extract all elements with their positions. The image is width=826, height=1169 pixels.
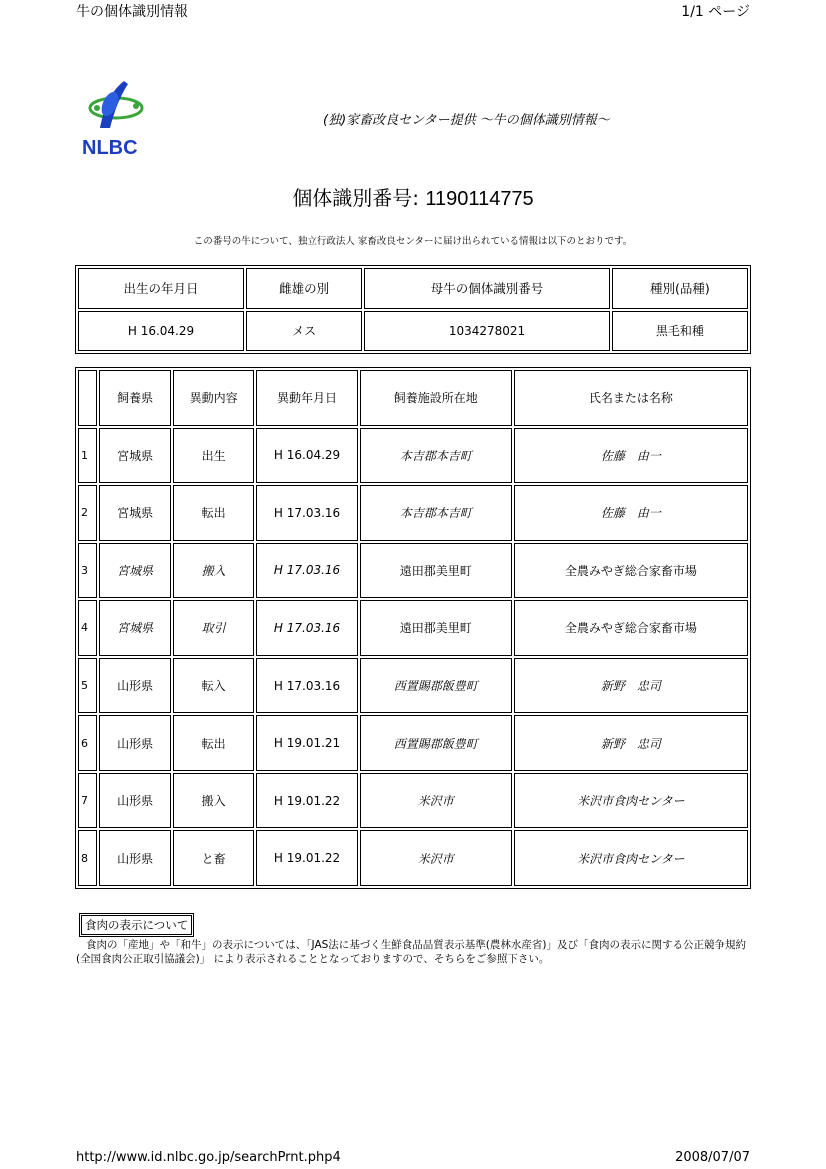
row-event: と畜	[173, 830, 254, 886]
row-prefecture: 宮城県	[99, 485, 171, 541]
row-prefecture: 宮城県	[99, 428, 171, 484]
row-event: 転入	[173, 658, 254, 714]
table-row	[78, 543, 748, 599]
table-row	[78, 428, 748, 484]
history-header-row	[78, 370, 748, 426]
row-owner: 米沢市食肉センター	[514, 773, 748, 829]
row-event: 搬入	[173, 543, 254, 599]
mother-id: 1034278021	[364, 311, 610, 352]
sex: メス	[246, 311, 362, 352]
header-index	[78, 370, 97, 426]
table-row	[78, 600, 748, 656]
row-prefecture: 山形県	[99, 658, 171, 714]
page-header	[0, 0, 826, 22]
row-index: 7	[78, 773, 97, 829]
table-row	[78, 830, 748, 886]
row-owner: 新野 忠司	[514, 658, 748, 714]
header-breed: 種別(品種)	[612, 268, 748, 309]
row-owner: 佐藤 由一	[514, 485, 748, 541]
row-owner: 佐藤 由一	[514, 428, 748, 484]
row-prefecture: 山形県	[99, 773, 171, 829]
id-heading	[0, 182, 826, 211]
row-location: 西置賜郡飯豊町	[360, 715, 512, 771]
row-event: 出生	[173, 428, 254, 484]
row-location: 遠田郡美里町	[360, 543, 512, 599]
page-number: 1/1 ページ	[681, 4, 750, 20]
row-date: H 16.04.29	[256, 428, 358, 484]
row-location: 遠田郡美里町	[360, 600, 512, 656]
table-row	[78, 485, 748, 541]
subtitle: (独)家畜改良センター提供 ～牛の個体識別情報～	[323, 113, 610, 128]
row-index: 5	[78, 658, 97, 714]
row-owner: 新野 忠司	[514, 715, 748, 771]
row-location: 米沢市	[360, 830, 512, 886]
table-row	[78, 773, 748, 829]
row-event: 転出	[173, 715, 254, 771]
footer-date: 2008/07/07	[675, 1150, 750, 1165]
row-date: H 17.03.16	[256, 485, 358, 541]
row-event: 搬入	[173, 773, 254, 829]
header-prefecture: 飼養県	[99, 370, 171, 426]
row-prefecture: 宮城県	[99, 543, 171, 599]
header-event: 異動内容	[173, 370, 254, 426]
row-owner: 米沢市食肉センター	[514, 830, 748, 886]
header-mother-id: 母牛の個体識別番号	[364, 268, 610, 309]
footer-url: http://www.id.nlbc.go.jp/searchPrnt.php4	[76, 1150, 341, 1165]
page-header-title: 牛の個体識別情報	[76, 4, 188, 20]
row-index: 6	[78, 715, 97, 771]
row-event: 転出	[173, 485, 254, 541]
row-index: 3	[78, 543, 97, 599]
row-date: H 17.03.16	[256, 543, 358, 599]
row-event: 取引	[173, 600, 254, 656]
logo-text: NLBC	[82, 137, 138, 158]
header-location: 飼養施設所在地	[360, 370, 512, 426]
birth-date: H 16.04.29	[78, 311, 244, 352]
row-location: 本吉郡本吉町	[360, 485, 512, 541]
row-date: H 19.01.22	[256, 773, 358, 829]
meat-label-title-text: 食肉の表示について	[81, 915, 192, 935]
row-index: 2	[78, 485, 97, 541]
table-row	[78, 658, 748, 714]
row-date: H 19.01.21	[256, 715, 358, 771]
row-prefecture: 山形県	[99, 830, 171, 886]
row-date: H 17.03.16	[256, 658, 358, 714]
header-sex: 雌雄の別	[246, 268, 362, 309]
meat-label-text: 食肉の「産地」や「和牛」の表示については、「JAS法に基づく生鮮食品品質表示基準(農林水産省)」及び「食肉の表示に関する公正競争規約(全国食肉公正取引協議会)」 により表示されることとなっておりますので、そちらをご参照下さい。	[76, 939, 746, 965]
id-label: 個体識別番号:	[292, 186, 420, 210]
row-location: 本吉郡本吉町	[360, 428, 512, 484]
row-date: H 17.03.16	[256, 600, 358, 656]
row-prefecture: 山形県	[99, 715, 171, 771]
intro-note: この番号の牛について、独立行政法人 家畜改良センターに届け出られている情報は以下のとおりです。	[193, 236, 633, 247]
header-owner: 氏名または名称	[514, 370, 748, 426]
row-prefecture: 宮城県	[99, 600, 171, 656]
breed: 黒毛和種	[612, 311, 748, 352]
row-owner: 全農みやぎ総合家畜市場	[514, 600, 748, 656]
id-number: 1190114775	[425, 188, 534, 210]
row-location: 米沢市	[360, 773, 512, 829]
row-owner: 全農みやぎ総合家畜市場	[514, 543, 748, 599]
row-location: 西置賜郡飯豊町	[360, 658, 512, 714]
basic-info-table	[75, 265, 751, 354]
header-birth-date: 出生の年月日	[78, 268, 244, 309]
table-row	[78, 715, 748, 771]
row-index: 1	[78, 428, 97, 484]
history-table	[75, 367, 751, 889]
row-index: 8	[78, 830, 97, 886]
page-footer	[0, 1150, 826, 1168]
header-event-date: 異動年月日	[256, 370, 358, 426]
meat-label-title	[79, 913, 194, 937]
row-date: H 19.01.22	[256, 830, 358, 886]
nlbc-logo	[80, 78, 150, 158]
row-index: 4	[78, 600, 97, 656]
